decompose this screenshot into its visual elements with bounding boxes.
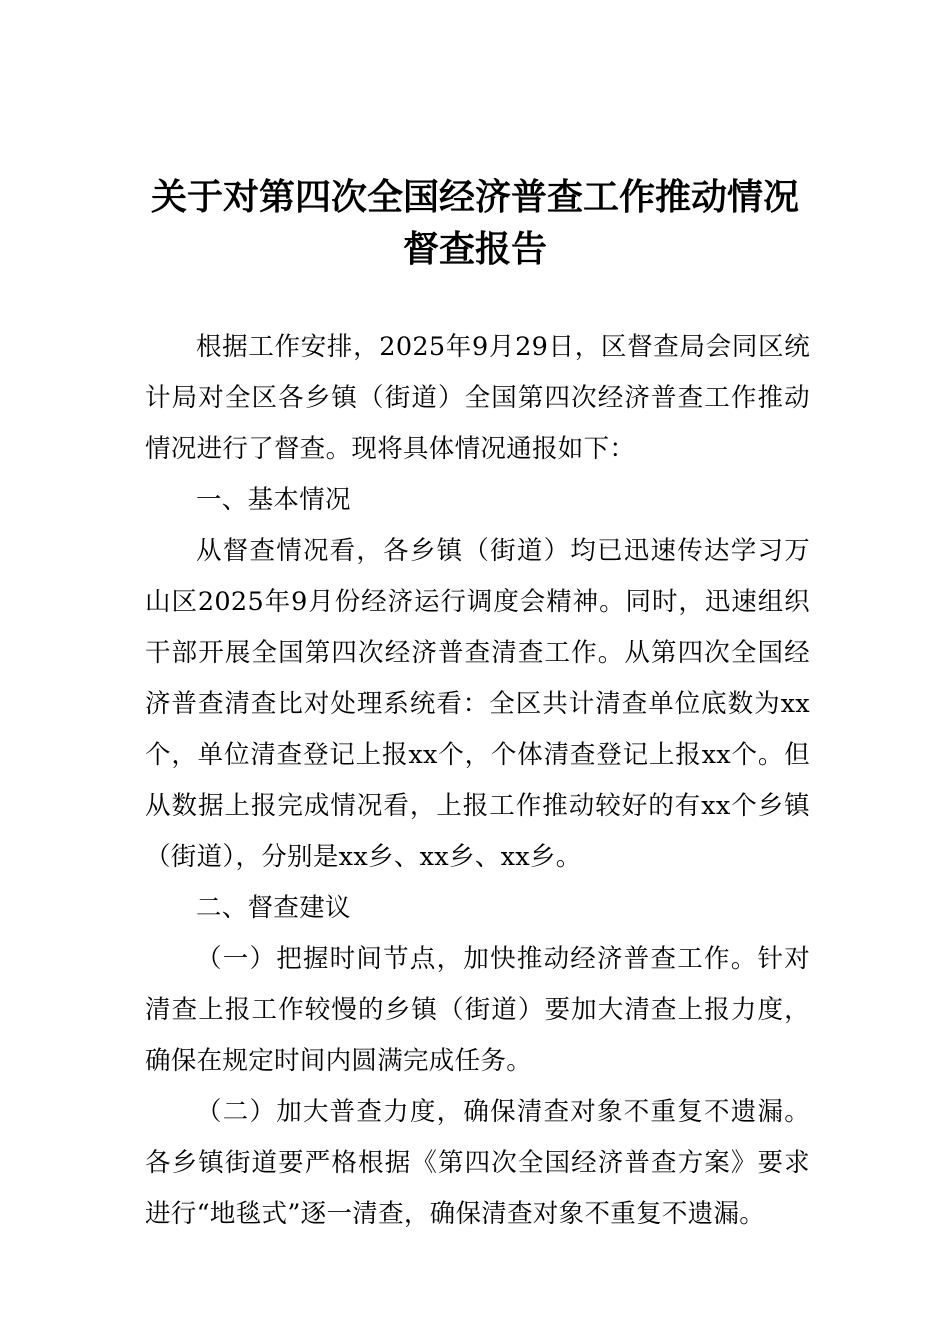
suggestion-paragraph-1: （一）把握时间节点，加快推动经济普查工作。针对清查上报工作较慢的乡镇（街道）要加大清查上报力度，确保在规定时间内圆满完成任务。 xyxy=(145,944,810,1076)
section-heading-suggestions: 二、督查建议 xyxy=(196,893,351,923)
document-body xyxy=(145,322,810,1240)
document-title-line-1: 关于对第四次全国经济普查工作推动情况 xyxy=(150,177,799,218)
intro-paragraph: 根据工作安排，2025年9月29日，区督查局会同区统计局对全区各乡镇（街道）全国第四次经济普查工作推动情况进行了督查。现将具体情况通报如下： xyxy=(145,332,810,464)
document-title-line-2: 督查报告 xyxy=(402,229,547,270)
basic-situation-paragraph: 从督查情况看，各乡镇（街道）均已迅速传达学习万山区2025年9月份经济运行调度会精神。同时，迅速组织干部开展全国第四次经济普查清查工作。从第四次全国经济普查清查比对处理系统看：全区共计清查单位底数为xx个，单位清查登记上报xx个，个体清查登记上报xx个。但从数据上报完成情况看，上报工作推动较好的有xx个乡镇（街道），分别是xx乡、xx乡、xx乡。 xyxy=(145,536,810,872)
suggestion-paragraph-2: （二）加大普查力度，确保清查对象不重复不遗漏。各乡镇街道要严格根据《第四次全国经济普查方案》要求进行“地毯式”逐一清查，确保清查对象不重复不遗漏。 xyxy=(145,1097,810,1229)
section-heading-basic-situation: 一、基本情况 xyxy=(196,485,351,515)
